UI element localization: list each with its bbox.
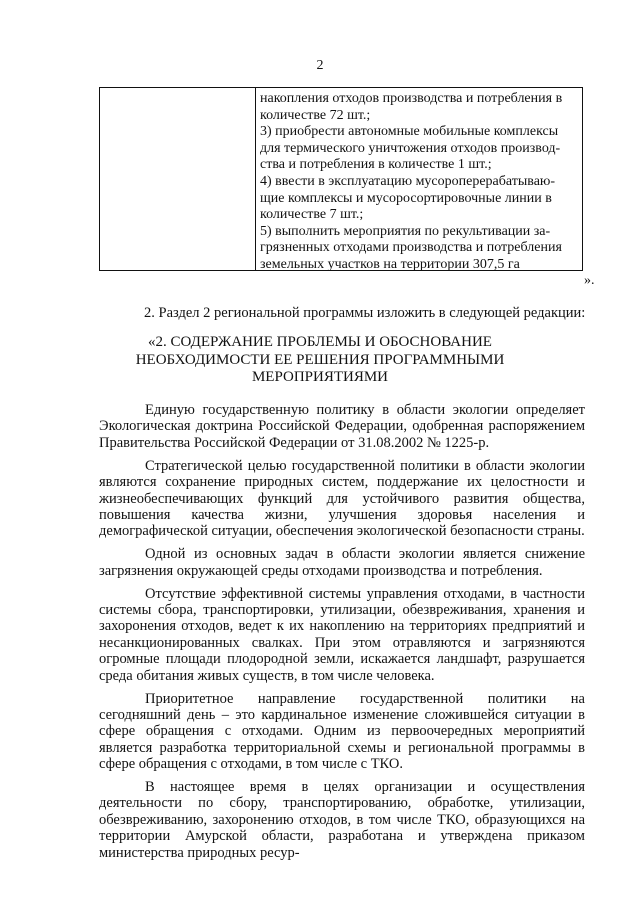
section-title-line: «2. СОДЕРЖАНИЕ ПРОБЛЕМЫ И ОБОСНОВАНИЕ <box>148 334 492 350</box>
paragraph: В настоящее время в целях организации и осуществления деятельности по сбору, транспортированию, обработке, утилизации, обезвреживанию, захоронению отходов, в том числе ТКО, образующихся на территории Амурской области, разработана и утверждена приказом министерства природных ресур- <box>99 779 585 861</box>
paragraph: Единую государственную политику в области экологии определяет Экологическая доктрина Российской Федерации, одобренная распоряжением Правительства Российской Федерации от 31.08.2002 № 1225-р. <box>99 402 585 451</box>
table-right-cell <box>256 88 582 270</box>
page-number: 2 <box>316 58 324 73</box>
body-text <box>99 402 585 868</box>
table-line: количестве 7 шт.; <box>260 207 364 223</box>
amendment-intro: 2. Раздел 2 региональной программы изложить в следующей редакции: <box>144 305 586 321</box>
table-line: грязненных отходами производства и потребления <box>260 240 562 256</box>
table-line: 4) ввести в эксплуатацию мусороперерабатываю- <box>260 173 556 189</box>
section-title-line: НЕОБХОДИМОСТИ ЕЕ РЕШЕНИЯ ПРОГРАММНЫМИ <box>135 351 505 368</box>
goal-table <box>99 87 583 271</box>
table-line: земельных участков на территории 307,5 га <box>260 256 520 272</box>
table-line: ства и потребления в количестве 1 шт.; <box>260 157 492 173</box>
paragraph: Приоритетное направление государственной политики на сегодняшний день – это кардинальное изменение сложившейся ситуации в сфере обращения с отходами. Одним из первоочередных мероприятий является разработка территориальной схемы и региональной программы в сфере обращения с отходами, в том числе с ТКО. <box>99 690 585 773</box>
paragraph: Стратегической целью государственной политики в области экологии являются сохранение природных систем, поддержание их целостности и жизнеобеспечивающих функций для устойчивого развития общества, повышения качества жизни, улучшения здоровья населения и демографической ситуации, обеспечения экологической безопасности страны. <box>99 457 585 540</box>
table-line: накопления отходов производства и потребления в <box>260 91 563 106</box>
table-line: 3) приобрести автономные мобильные комплексы <box>260 124 559 140</box>
table-line: количестве 72 шт.; <box>260 107 371 123</box>
paragraph: Одной из основных задач в области экологии является снижение загрязнения окружающей среды отходами производства и потребления. <box>99 546 585 579</box>
section-title-line: МЕРОПРИЯТИЯМИ <box>251 369 389 385</box>
closing-quote: ». <box>584 273 595 288</box>
table-left-cell <box>100 88 256 270</box>
paragraph: Отсутствие эффективной системы управления отходами, в частности системы сбора, транспортировки, утилизации, обезвреживания, хранения и захоронения отходов, ведет к их накоплению на территориях предприятий и несанкционированных свалках. При этом отравляются и загрязняются огромные площади плодородной земли, искажается ландшафт, разрушается среда обитания живых существ, в том числе человека. <box>99 585 585 684</box>
table-line: для термического уничтожения отходов производ- <box>260 140 561 156</box>
table-line: 5) выполнить мероприятия по рекультивации за- <box>260 223 551 239</box>
section-title <box>0 334 640 387</box>
table-line: щие комплексы и мусоросортировочные линии в <box>260 190 552 206</box>
